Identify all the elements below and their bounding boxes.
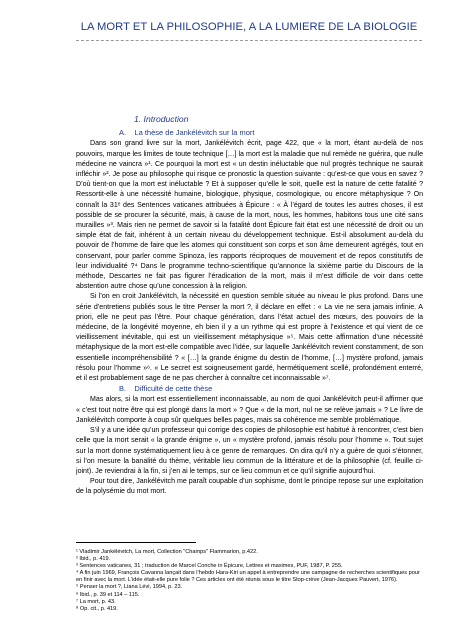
paragraph-2: Si l’on en croit Jankélévitch, la nécessité en question semble située au niveau le plus profond. Dans une série d’entretiens publiés sous le titre Penser la mort ?, il déclare en effet : « La vie ne sera jamais infinie. A priori, elle ne peut pas l’être. Pour chaque génération, dans l’état actuel des mœurs, des pouvoirs de la médecine, de la longévité moyenne, eh bien il y a un rythme qui est propre à l’existence et qui vient de ce vieillissement inévitable, qui est un vieillissement métaphysique »⁵. Mais cette affirmation d’une nécessité métaphysique de la mort est-elle compatible avec l’idée, sur laquelle Jankélévitch revient constamment, de son essentielle incompréhensibilité ? « […] la grande énigme du destin de l’homme, […] mystère profond, jamais résolu pour l’homme »⁶. « Le secret est soigneusement gardé, hermétiquement scellé, profondément enterré, et il est probablement sage de ne pas chercher à connaître cet inconnaissable »⁷.: [76, 293, 423, 383]
paragraph-1: Dans son grand livre sur la mort, Jankélévitch écrit, page 422, que « la mort, étant au-delà de nos pouvoirs, marque les limites de toute technique […] la mort est la maladie que nul remède ne guérira, que nulle médecine ne vaincra »¹. Ce pourquoi la mort est « un destin inéluctable que nul progrès technique ne saurait infléchir »². Je pose au philosophe qui risque ce pronostic la question suivante : qu’est-ce que vous en savez ? D’où tient-on que la mort est inéluctable ? Et à supposer qu’elle le soit, quelle est la nature de cette fatalité ? Ressortit-elle à une nécessité humaine, biologique, physique, cosmologique, ou encore métaphysique ? On connaît la 31ᵉ des Sentences vaticanes attribuées à Épicure : « À l’égard de toutes les autres choses, il est possible de se procurer la sécurité, mais, à cause de la mort, nous, les hommes, habitons tous une cité sans murailles »³. Mais rien ne permet de savoir si la fatalité dont Épicure fait état est une nécessité de droit ou un simple état de fait, inhérent à un certain niveau du développement technique. Est-il absolument au-delà du pouvoir de l’homme de faire que les atomes qui constituent son corps et son âme demeurent agrégés, tout en conservant, pour parler comme Spinoza, les rapports réciproques de mouvement et de repos constitutifs de leur individualité ?⁴ Dans le programme techno-scientifique qu’annonce la sixième partie du Discours de la méthode, Descartes ne fait pas figurer l’éradication de la mort, mais il m’est difficile de voir dans cette abstention autre chose qu’une concession à la religion.: [76, 140, 423, 291]
footnote: ⁸ Op. cit., p. 419.: [76, 605, 118, 612]
footnote-divider: [76, 542, 196, 543]
footnote: ⁴ A fin juin 1969, François Cavanna lançait dans l’hebdo Hara-Kiri un appel à entreprendre une campagne de recherches scientifiques pour en finir avec la mort. L’idée était-elle pure folie ? Ces articles ont été réunis sous le titre Stop-crève (Jean-Jacques Pauvert, 1976).: [76, 570, 420, 584]
section-heading: 1. Introduction: [134, 114, 189, 124]
footnote: ² Ibid., p. 419.: [76, 556, 111, 563]
header-divider: [76, 40, 422, 41]
footnote: ³ Sentences vaticanes, 31 ; traduction de Marcel Conche in Épicure, Lettres et maximes, PUF, 1987, P. 255.: [76, 563, 343, 570]
main-content: [76, 114, 423, 498]
subsection-heading-b: B. Difficulté de cette thèse: [119, 384, 213, 394]
page-title: LA MORT ET LA PHILOSOPHIE, A LA LUMIERE DE LA BIOLOGIE: [80, 21, 418, 33]
page-header: [76, 21, 422, 41]
paragraph-3: Mas alors, si la mort est essentiellement inconnaissable, au nom de quoi Jankélévitch peut-il affirmer que « c’est tout notre être qui est plongé dans la mort » ? Que « de la mort, nul ne se relève jamais » ? Le livre de Jankélévitch comporte à coup sûr quelques belles pages, mais sa cohérence me semble problématique.: [76, 396, 423, 424]
footnote: ⁶ Ibid., p. 39 et 114 – 115.: [76, 591, 140, 598]
footnote: ⁷ La mort, p. 43.: [76, 598, 116, 605]
footnote: ¹ Vladimir Jankélévitch, La mort, Collection "Champs" Flammarion, p.422.: [76, 549, 258, 555]
paragraph-4: S’il y a une idée qu’un professeur qui corrige des copies de philosophie est habitué à rencontrer, c’est bien celle que la mort serait « la grande énigme », un « mystère profond, jamais résolu pour l’homme ». Tout sujet sur la mort donne systématiquement lieu à ce genre de remarques. On dira qu’il n’y a guère de quoi s’étonner, si l’on mesure la banalité du thème, véritable lieu commun de la littérature et de la philosophie (cf. feuille ci-joint). Je reviendrai à la fin, si j’en ai le temps, sur ce lieu commun et ce qu’il signifie aujourd’hui.: [76, 427, 423, 475]
footnote: ⁵ Penser la mort ?, Liana Lévi, 1994, p. 23.: [76, 584, 183, 591]
subsection-heading-a: A. La thèse de Jankélévitch sur la mort: [119, 128, 255, 138]
paragraph-5: Pour tout dire, Jankélévitch me paraît coupable d’un sophisme, dont le principe repose sur une exploitation de la polysémie du mot mort.: [76, 478, 423, 496]
footnotes-section: [76, 542, 423, 613]
